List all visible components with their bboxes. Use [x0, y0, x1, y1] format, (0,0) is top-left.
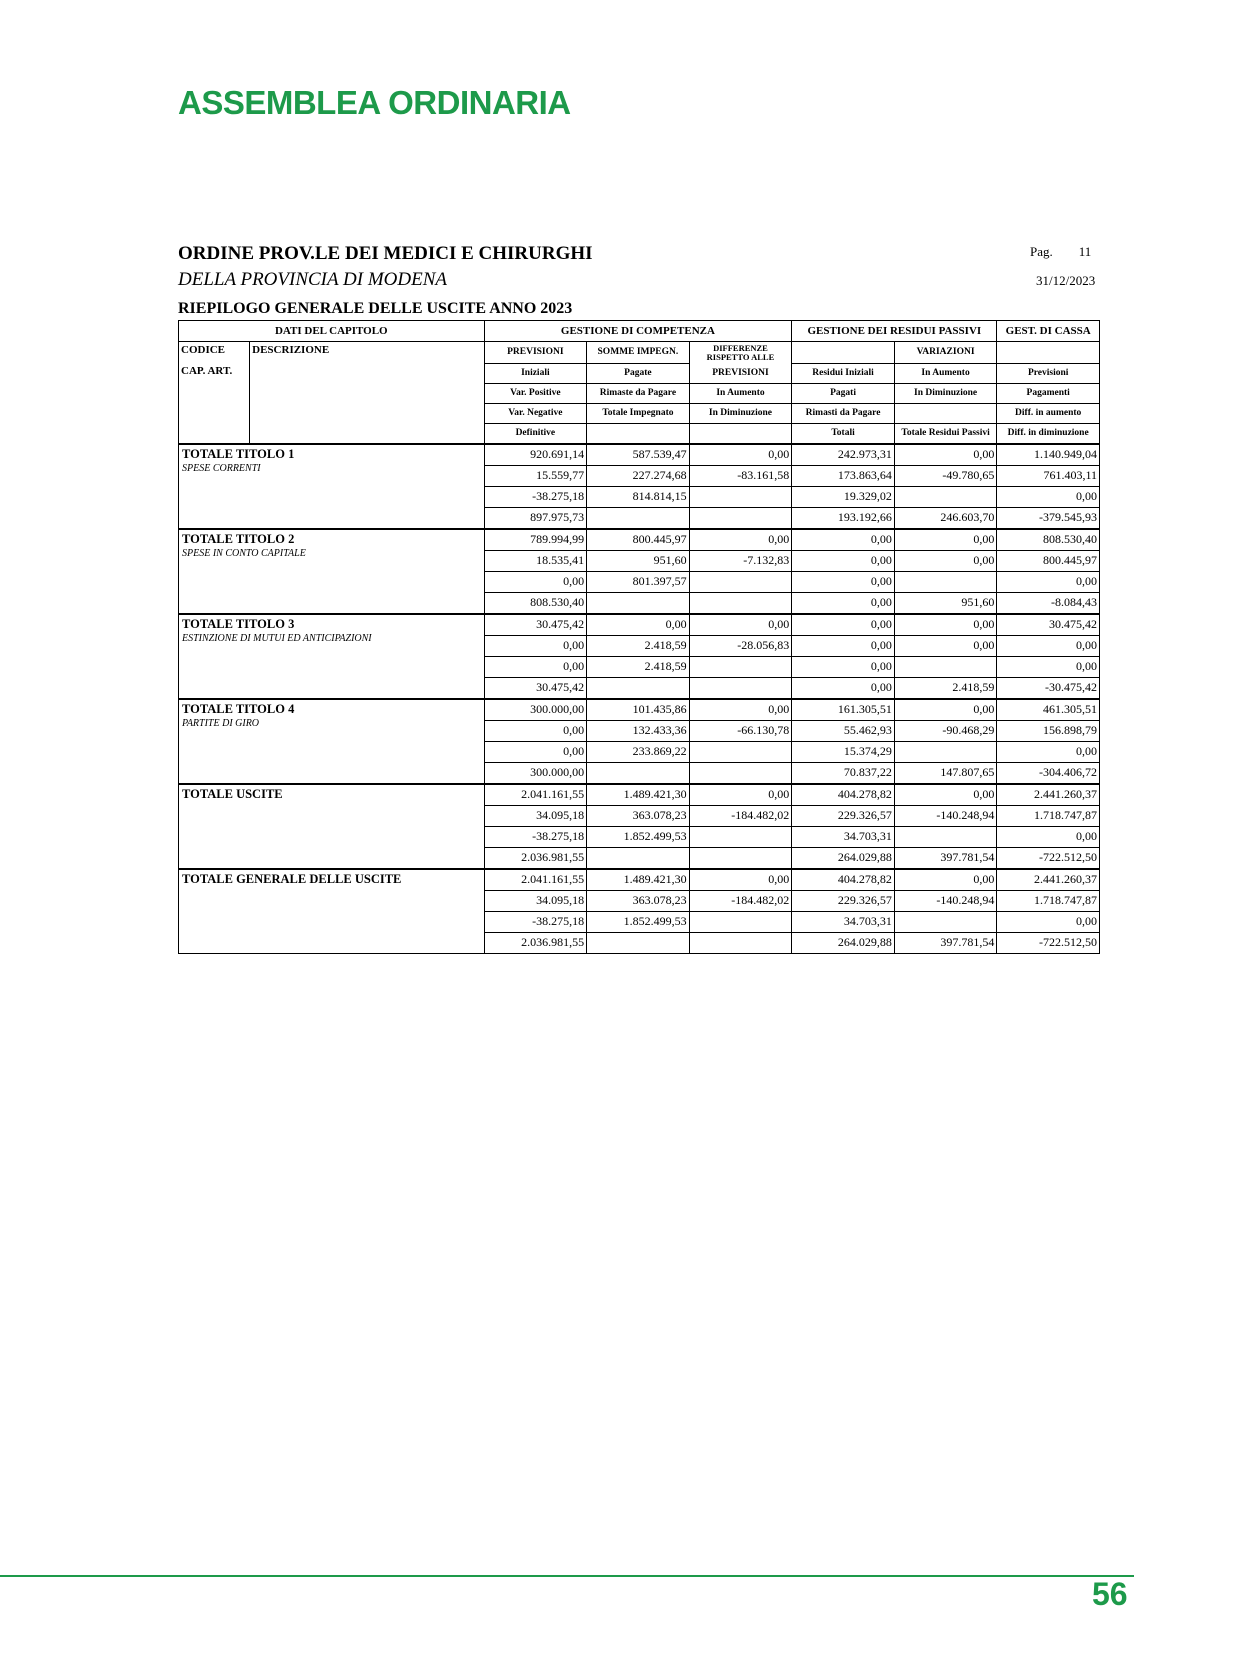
- section-title: ASSEMBLEA ORDINARIA: [178, 84, 571, 121]
- table-cell: -49.780,65: [894, 465, 997, 486]
- table-cell: 951,60: [587, 550, 690, 571]
- table-cell: -722.512,50: [997, 932, 1100, 953]
- header-cell: Var. Positive: [484, 383, 587, 403]
- table-cell: 30.475,42: [484, 614, 587, 636]
- table-cell: 242.973,31: [792, 444, 895, 466]
- group-subtitle: SPESE CORRENTI: [182, 462, 261, 474]
- table-cell: 34.095,18: [484, 805, 587, 826]
- header-cell: In Aumento: [689, 383, 792, 403]
- table-cell: 2.441.260,37: [997, 869, 1100, 891]
- table-cell: [689, 826, 792, 847]
- table-cell: 404.278,82: [792, 869, 895, 891]
- group-title: TOTALE USCITE: [182, 786, 283, 801]
- table-row: [179, 869, 1100, 891]
- table-cell: [689, 486, 792, 507]
- report-title: RIEPILOGO GENERALE DELLE USCITE ANNO 2023: [178, 300, 573, 317]
- header-cell: In Diminuzione: [689, 403, 792, 423]
- table-cell: 0,00: [997, 911, 1100, 932]
- table-cell: 34.703,31: [792, 911, 895, 932]
- header-cell: Var. Negative: [484, 403, 587, 423]
- footer-divider: [0, 1575, 1134, 1577]
- table-cell: 2.041.161,55: [484, 784, 587, 806]
- header-codice: CODICE: [179, 342, 250, 364]
- table-cell: 0,00: [792, 529, 895, 551]
- group-subtitle: PARTITE DI GIRO: [182, 717, 260, 729]
- table-cell: 147.807,65: [894, 762, 997, 784]
- group-title: TOTALE TITOLO 1: [182, 446, 295, 461]
- group-title: TOTALE GENERALE DELLE USCITE: [182, 871, 402, 886]
- table-cell: 0,00: [894, 614, 997, 636]
- table-cell: 0,00: [997, 741, 1100, 762]
- table-cell: -28.056,83: [689, 635, 792, 656]
- table-cell: -722.512,50: [997, 847, 1100, 869]
- table-cell: 0,00: [689, 614, 792, 636]
- table-cell: [894, 656, 997, 677]
- table-cell: 0,00: [997, 571, 1100, 592]
- table-cell: 0,00: [997, 656, 1100, 677]
- header-group-row: [179, 321, 1100, 342]
- table-cell: 800.445,97: [997, 550, 1100, 571]
- table-cell: 2.441.260,37: [997, 784, 1100, 806]
- table-cell: 0,00: [792, 550, 895, 571]
- table-cell: 264.029,88: [792, 932, 895, 953]
- table-cell: 0,00: [894, 699, 997, 721]
- group-label: [179, 869, 485, 954]
- table-cell: 0,00: [484, 741, 587, 762]
- table-cell: [587, 677, 690, 699]
- group-label: [179, 529, 485, 614]
- header-gestione-residui: GESTIONE DEI RESIDUI PASSIVI: [792, 321, 997, 342]
- table-cell: [689, 507, 792, 529]
- header-cell: DIFFERENZE RISPETTO ALLE: [689, 342, 792, 364]
- table-cell: 229.326,57: [792, 805, 895, 826]
- table-cell: 2.418,59: [587, 635, 690, 656]
- page-label: Pag.: [1030, 244, 1053, 259]
- header-cell: Diff. in aumento: [997, 403, 1100, 423]
- table-cell: 246.603,70: [894, 507, 997, 529]
- header-cell: [792, 342, 895, 364]
- table-cell: 0,00: [894, 444, 997, 466]
- table-cell: 0,00: [484, 635, 587, 656]
- header-cell: [689, 423, 792, 444]
- table-row: [179, 784, 1100, 806]
- table-cell: 397.781,54: [894, 932, 997, 953]
- table-cell: -8.084,43: [997, 592, 1100, 614]
- table-cell: 1.718.747,87: [997, 890, 1100, 911]
- table-cell: [689, 592, 792, 614]
- header-gestione-cassa: GEST. DI CASSA: [997, 321, 1100, 342]
- header-cell: Rimasti da Pagare: [792, 403, 895, 423]
- table-cell: 193.192,66: [792, 507, 895, 529]
- table-row: [179, 614, 1100, 636]
- group-label: [179, 784, 485, 869]
- table-cell: 808.530,40: [484, 592, 587, 614]
- header-descrizione: DESCRIZIONE: [250, 342, 484, 444]
- header-cell: SOMME IMPEGN.: [587, 342, 690, 364]
- table-row: [179, 444, 1100, 466]
- header-cell: Pagamenti: [997, 383, 1100, 403]
- group-label: [179, 699, 485, 784]
- header-cell: [997, 342, 1100, 364]
- header-cell: PREVISIONI: [689, 363, 792, 383]
- table-cell: -184.482,02: [689, 805, 792, 826]
- table-cell: 808.530,40: [997, 529, 1100, 551]
- table-cell: 0,00: [792, 592, 895, 614]
- table-cell: 0,00: [894, 784, 997, 806]
- table-cell: -184.482,02: [689, 890, 792, 911]
- table-cell: 1.852.499,53: [587, 826, 690, 847]
- header-cell: VARIAZIONI: [894, 342, 997, 364]
- table-cell: 0,00: [689, 784, 792, 806]
- group-title: TOTALE TITOLO 3: [182, 616, 295, 631]
- table-cell: 227.274,68: [587, 465, 690, 486]
- table-cell: [587, 592, 690, 614]
- table-cell: 229.326,57: [792, 890, 895, 911]
- table-cell: 2.041.161,55: [484, 869, 587, 891]
- table-cell: -379.545,93: [997, 507, 1100, 529]
- table-cell: 2.036.981,55: [484, 932, 587, 953]
- table-cell: [894, 741, 997, 762]
- table-cell: 801.397,57: [587, 571, 690, 592]
- page-info: [1030, 244, 1091, 260]
- header-cell: Pagate: [587, 363, 690, 383]
- group-title: TOTALE TITOLO 4: [182, 701, 295, 716]
- table-cell: -304.406,72: [997, 762, 1100, 784]
- table-cell: -83.161,58: [689, 465, 792, 486]
- header-cell: Rimaste da Pagare: [587, 383, 690, 403]
- table-cell: 814.814,15: [587, 486, 690, 507]
- table-cell: 0,00: [792, 614, 895, 636]
- table-cell: 0,00: [484, 656, 587, 677]
- table-cell: 0,00: [997, 635, 1100, 656]
- table-cell: [587, 932, 690, 953]
- table-cell: 0,00: [689, 529, 792, 551]
- header-cell: [894, 403, 997, 423]
- table-cell: 0,00: [894, 635, 997, 656]
- header-cell: Totale Residui Passivi: [894, 423, 997, 444]
- table-row: [179, 529, 1100, 551]
- table-cell: -38.275,18: [484, 486, 587, 507]
- report-date: 31/12/2023: [1036, 273, 1096, 288]
- group-subtitle: ESTINZIONE DI MUTUI ED ANTICIPAZIONI: [182, 632, 372, 644]
- table-cell: 132.433,36: [587, 720, 690, 741]
- table-cell: 0,00: [484, 571, 587, 592]
- table-cell: [587, 507, 690, 529]
- organization-subtitle: DELLA PROVINCIA DI MODENA: [178, 269, 447, 290]
- header-cell: Definitive: [484, 423, 587, 444]
- table-cell: 15.374,29: [792, 741, 895, 762]
- table-cell: 70.837,22: [792, 762, 895, 784]
- header-cell: In Diminuzione: [894, 383, 997, 403]
- group-title: TOTALE TITOLO 2: [182, 531, 295, 546]
- table-cell: [689, 911, 792, 932]
- header-cell: In Aumento: [894, 363, 997, 383]
- table-cell: 18.535,41: [484, 550, 587, 571]
- table-cell: 0,00: [587, 614, 690, 636]
- expenses-summary-table: [178, 320, 1100, 954]
- header-row: [179, 342, 1100, 364]
- table-cell: 761.403,11: [997, 465, 1100, 486]
- table-cell: 0,00: [792, 635, 895, 656]
- table-cell: 0,00: [792, 677, 895, 699]
- table-cell: 0,00: [689, 699, 792, 721]
- table-cell: 0,00: [997, 486, 1100, 507]
- table-cell: 0,00: [792, 571, 895, 592]
- table-cell: [894, 911, 997, 932]
- table-cell: -140.248,94: [894, 890, 997, 911]
- group-label: [179, 444, 485, 529]
- table-cell: 233.869,22: [587, 741, 690, 762]
- table-cell: 1.718.747,87: [997, 805, 1100, 826]
- table-cell: 300.000,00: [484, 699, 587, 721]
- header-cell: [587, 423, 690, 444]
- table-cell: 161.305,51: [792, 699, 895, 721]
- table-cell: 404.278,82: [792, 784, 895, 806]
- table-cell: [689, 932, 792, 953]
- header-gestione-competenza: GESTIONE DI COMPETENZA: [484, 321, 792, 342]
- table-cell: 156.898,79: [997, 720, 1100, 741]
- table-cell: 30.475,42: [484, 677, 587, 699]
- header-cell: PREVISIONI: [484, 342, 587, 364]
- table-cell: 397.781,54: [894, 847, 997, 869]
- table-cell: 363.078,23: [587, 805, 690, 826]
- table-cell: 19.329,02: [792, 486, 895, 507]
- table-cell: [689, 741, 792, 762]
- table-cell: 0,00: [689, 869, 792, 891]
- table-cell: 800.445,97: [587, 529, 690, 551]
- table-cell: 0,00: [689, 444, 792, 466]
- table-cell: 173.863,64: [792, 465, 895, 486]
- table-cell: -38.275,18: [484, 911, 587, 932]
- table-cell: 55.462,93: [792, 720, 895, 741]
- table-cell: 461.305,51: [997, 699, 1100, 721]
- header-cell: Residui Iniziali: [792, 363, 895, 383]
- table-cell: 34.703,31: [792, 826, 895, 847]
- table-cell: 897.975,73: [484, 507, 587, 529]
- header-cell: Totale Impegnato: [587, 403, 690, 423]
- table-cell: 300.000,00: [484, 762, 587, 784]
- table-cell: -90.468,29: [894, 720, 997, 741]
- header-cap-art: CAP. ART.: [179, 363, 250, 444]
- table-cell: [894, 486, 997, 507]
- table-cell: 101.435,86: [587, 699, 690, 721]
- table-cell: [894, 571, 997, 592]
- header-dati-capitolo: DATI DEL CAPITOLO: [179, 321, 485, 342]
- table-cell: -140.248,94: [894, 805, 997, 826]
- table-cell: 587.539,47: [587, 444, 690, 466]
- table-cell: -7.132,83: [689, 550, 792, 571]
- table-cell: 920.691,14: [484, 444, 587, 466]
- table-cell: [894, 826, 997, 847]
- table-cell: [587, 847, 690, 869]
- table-cell: 1.489.421,30: [587, 784, 690, 806]
- table-cell: -30.475,42: [997, 677, 1100, 699]
- table-cell: [689, 677, 792, 699]
- table-cell: 0,00: [894, 550, 997, 571]
- table-cell: 789.994,99: [484, 529, 587, 551]
- organization-name: ORDINE PROV.LE DEI MEDICI E CHIRURGHI: [178, 243, 593, 264]
- table-cell: [689, 571, 792, 592]
- table-cell: 0,00: [792, 656, 895, 677]
- table-cell: 2.418,59: [894, 677, 997, 699]
- group-label: [179, 614, 485, 699]
- header-cell: Iniziali: [484, 363, 587, 383]
- table-cell: 2.418,59: [587, 656, 690, 677]
- table-row: [179, 699, 1100, 721]
- table-cell: [689, 847, 792, 869]
- table-cell: 0,00: [997, 826, 1100, 847]
- table-cell: 951,60: [894, 592, 997, 614]
- table-cell: [689, 656, 792, 677]
- table-cell: 264.029,88: [792, 847, 895, 869]
- table-cell: 0,00: [484, 720, 587, 741]
- table-cell: -38.275,18: [484, 826, 587, 847]
- header-cell: Totali: [792, 423, 895, 444]
- table-cell: 2.036.981,55: [484, 847, 587, 869]
- table-cell: [587, 762, 690, 784]
- table-cell: 363.078,23: [587, 890, 690, 911]
- table-cell: [689, 762, 792, 784]
- table-cell: 0,00: [894, 529, 997, 551]
- page-number: 56: [1092, 1576, 1128, 1612]
- table-cell: 1.489.421,30: [587, 869, 690, 891]
- page-number-report: 11: [1078, 244, 1092, 259]
- table-cell: 30.475,42: [997, 614, 1100, 636]
- header-cell: Diff. in diminuzione: [997, 423, 1100, 444]
- header-cell: Previsioni: [997, 363, 1100, 383]
- table-cell: 34.095,18: [484, 890, 587, 911]
- table-cell: 1.852.499,53: [587, 911, 690, 932]
- header-cell: Pagati: [792, 383, 895, 403]
- group-subtitle: SPESE IN CONTO CAPITALE: [182, 547, 306, 559]
- table-cell: 1.140.949,04: [997, 444, 1100, 466]
- table-cell: 15.559,77: [484, 465, 587, 486]
- table-cell: -66.130,78: [689, 720, 792, 741]
- table-cell: 0,00: [894, 869, 997, 891]
